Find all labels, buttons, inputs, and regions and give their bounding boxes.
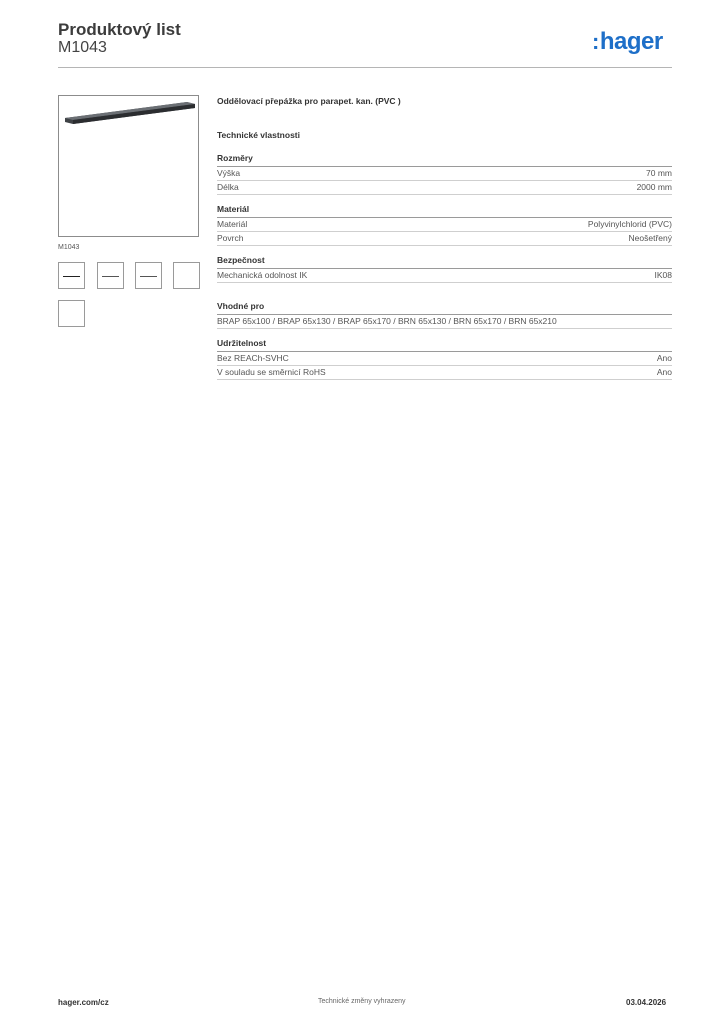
section-vhodne-pro: [217, 301, 672, 329]
spec-label: Bez REACh-SVHC: [217, 353, 289, 363]
spec-value: Neošetřený: [628, 233, 672, 243]
thumbnail-5[interactable]: [58, 300, 85, 327]
spec-value: 2000 mm: [636, 182, 672, 192]
product-code: M1043: [58, 39, 107, 56]
spec-value: IK08: [654, 270, 672, 280]
spec-label: Materiál: [217, 219, 248, 229]
section-title: Materiál: [217, 204, 672, 218]
spec-row: [217, 232, 672, 246]
spec-row: [217, 352, 672, 366]
image-caption: M1043: [58, 244, 80, 251]
footer-disclaimer: Technické změny vyhrazeny: [318, 998, 406, 1005]
spec-label: V souladu se směrnicí RoHS: [217, 367, 326, 377]
section-title: Bezpečnost: [217, 255, 672, 269]
spec-row: [217, 218, 672, 232]
spec-row: [217, 181, 672, 195]
product-thumb-icon: [140, 276, 157, 277]
thumbnail-2[interactable]: [97, 262, 124, 289]
spec-row: [217, 269, 672, 283]
compatible-list: [217, 315, 672, 329]
section-material: [217, 204, 672, 246]
spec-value: Ano: [656, 367, 672, 377]
section-udrzitelnost: [217, 338, 672, 380]
spec-row: [217, 366, 672, 380]
product-details: [217, 96, 672, 380]
footer-date: 03.04.2026: [626, 998, 667, 1007]
section-bezpecnost: [217, 255, 672, 283]
header-divider: [58, 67, 672, 68]
thumbnail-4[interactable]: [173, 262, 200, 289]
tech-specs-title: Technické vlastnosti: [217, 130, 300, 140]
page-title: Produktový list: [58, 20, 181, 39]
spec-value: Polyvinylchlorid (PVC): [587, 219, 672, 229]
section-title: Vhodné pro: [217, 301, 672, 315]
spec-value: Ano: [656, 353, 672, 363]
spec-row: [217, 167, 672, 181]
compatible-text: BRAP 65x100 / BRAP 65x130 / BRAP 65x170 / BRN 65x130 / BRN 65x170 / BRN 65x210: [217, 316, 557, 326]
spec-label: Povrch: [217, 233, 244, 243]
product-thumb-icon: [63, 276, 80, 277]
section-rozmery: [217, 153, 672, 195]
product-thumb-icon: [102, 276, 119, 277]
spec-label: Mechanická odolnost IK: [217, 270, 308, 280]
hager-logo: :hager: [592, 28, 663, 55]
thumbnail-1[interactable]: [58, 262, 85, 289]
spec-label: Výška: [217, 168, 241, 178]
footer-website-link[interactable]: hager.com/cz: [58, 998, 109, 1007]
spec-value: 70 mm: [646, 168, 672, 178]
section-title: Udržitelnost: [217, 338, 672, 352]
thumbnail-3[interactable]: [135, 262, 162, 289]
spec-label: Délka: [217, 182, 239, 192]
product-image: [58, 95, 199, 237]
section-title: Rozměry: [217, 153, 672, 167]
product-name: Oddělovací přepážka pro parapet. kan. (PVC ): [217, 96, 401, 106]
